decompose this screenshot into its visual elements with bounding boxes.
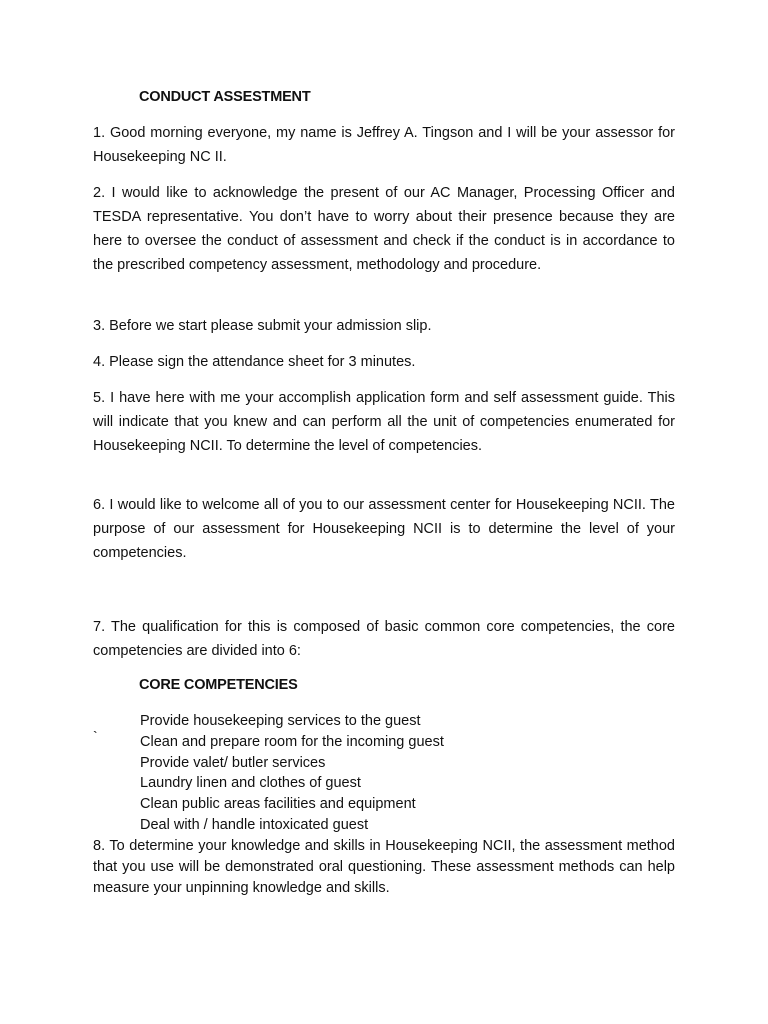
list-item: Deal with / handle intoxicated guest — [140, 816, 369, 833]
paragraph-3: 3. Before we start please submit your admission slip. — [93, 318, 432, 334]
paragraph-4: 4. Please sign the attendance sheet for 3 minutes. — [93, 354, 416, 370]
paragraph-1: 1. Good morning everyone, my name is Jeffrey A. Tingson and I will be your assessor for Housekeeping NC II. — [93, 125, 675, 165]
paragraph-5: 5. I have here with me your accomplish application form and self assessment guide. This will indicate that you knew and can perform all the unit of competencies enumerated for Housekeeping NCII. To determine the level of competencies. — [93, 390, 675, 454]
core-competencies-heading: CORE COMPETENCIES — [139, 677, 298, 693]
paragraph-6: 6. I would like to welcome all of you to our assessment center for Housekeeping NCII. The purpose of our assessment for Housekeeping NCII is to determine the level of your competencies. — [93, 497, 675, 561]
list-item: Laundry linen and clothes of guest — [140, 775, 361, 792]
list-item: Clean public areas facilities and equipment — [140, 796, 416, 813]
paragraph-8: 8. To determine your knowledge and skills in Housekeeping NCII, the assessment method that you use will be demonstrated oral questioning. These assessment methods can help measure your unpinning knowledge and skills. — [93, 838, 675, 896]
paragraph-7: 7. The qualification for this is composed of basic common core competencies, the core competencies are divided into 6: — [93, 619, 675, 659]
stray-backtick-mark: ` — [93, 728, 98, 744]
document-title: CONDUCT ASSESTMENT — [139, 89, 311, 105]
list-item: Provide housekeeping services to the guest — [140, 713, 421, 729]
list-item: Provide valet/ butler services — [140, 754, 326, 771]
paragraph-2: 2. I would like to acknowledge the present of our AC Manager, Processing Officer and TESDA representative. You don’t have to worry about their presence because they are here to oversee the conduct of assessment and check if the conduct is in accordance to the prescribed competency assessment, methodology and procedure. — [93, 185, 675, 273]
core-competencies-list — [140, 711, 444, 836]
list-item: Clean and prepare room for the incoming guest — [140, 733, 444, 750]
